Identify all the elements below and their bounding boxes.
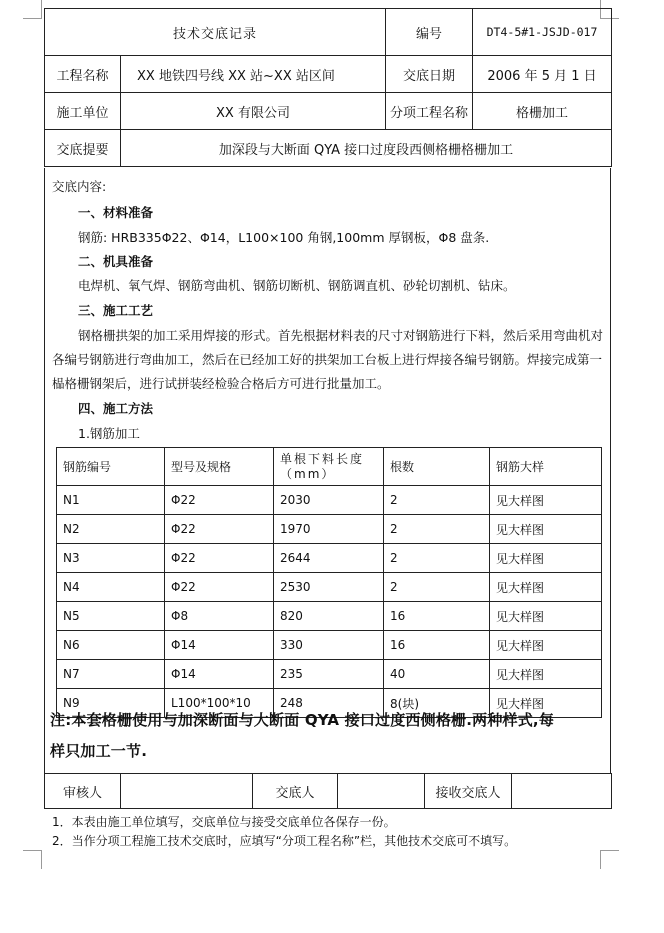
cell-spec: Φ22 [165,486,274,515]
cell-detail: 见大样图 [490,544,602,573]
cell-count: 8(块) [384,689,490,718]
col-header-count: 根数 [384,448,490,486]
cell-count: 40 [384,660,490,689]
cell-id: N5 [57,602,165,631]
rebar-table-header [57,448,602,486]
reviewer-signature[interactable] [121,774,253,809]
section-materials-text: 钢筋: HRB335Φ22、Φ14，L100×100 角钢,100mm 厚钢板，Φ8 盘条. [78,230,490,245]
footnote-2: 2．当作分项工程施工技术交底时，应填写“分项工程名称”栏，其他技术交底可不填写。 [52,834,517,848]
crop-mark-top-left [23,0,42,19]
cell-count: 2 [384,573,490,602]
date-value: 2006 年 5 月 1 日 [473,56,612,93]
cell-length: 235 [274,660,384,689]
cell-detail: 见大样图 [490,689,602,718]
cell-length: 248 [274,689,384,718]
header-table [44,8,612,167]
subproject-value: 格栅加工 [473,93,612,130]
rebar-table [56,447,602,718]
footnote-1: 1．本表由施工单位填写，交底单位与接受交底单位各保存一份。 [52,815,396,829]
discloser-label: 交底人 [253,774,338,809]
cell-count: 2 [384,515,490,544]
section-tools-text: 电焊机、氧气焊、钢筋弯曲机、钢筋切断机、钢筋调直机、砂轮切割机、钻床。 [78,278,516,293]
note-line2: 样只加工一节. [50,742,148,760]
col-header-length: 单根下料长度（mm） [274,448,384,486]
table-row [57,515,602,544]
col-header-id: 钢筋编号 [57,448,165,486]
cell-length: 1970 [274,515,384,544]
number-value: DT4-5#1-JSJD-017 [473,9,612,56]
cell-length: 2530 [274,573,384,602]
cell-spec: Φ8 [165,602,274,631]
date-label: 交底日期 [386,56,473,93]
section-materials-title: 一、材料准备 [78,205,154,220]
receiver-label: 接收交底人 [425,774,512,809]
cell-count: 16 [384,631,490,660]
section-tools-title: 二、机具准备 [78,254,154,269]
col-header-detail: 钢筋大样 [490,448,602,486]
cell-detail: 见大样图 [490,602,602,631]
cell-detail: 见大样图 [490,515,602,544]
section-process-title: 三、施工工艺 [78,303,154,318]
section-process-line3: 榀格栅钢架后，进行试拼装经检验合格后方可进行批量加工。 [52,376,390,391]
table-row [57,544,602,573]
cell-length: 2644 [274,544,384,573]
cell-detail: 见大样图 [490,631,602,660]
cell-length: 820 [274,602,384,631]
signature-table [44,773,612,809]
summary-value: 加深段与大断面 QYA 接口过度段西侧格栅格栅加工 [121,130,612,167]
table-row [57,486,602,515]
section-process-line1: 钢格栅拱架的加工采用焊接的形式。首先根据材料表的尺寸对钢筋进行下料，然后采用弯曲机对 [78,328,604,343]
number-label: 编号 [386,9,473,56]
cell-id: N6 [57,631,165,660]
cell-length: 330 [274,631,384,660]
section-process-line2: 各编号钢筋进行弯曲加工，然后在已经加工好的拱架加工台板上进行焊接各编号钢筋。焊接完成第一 [52,352,603,367]
cell-spec: Φ14 [165,631,274,660]
cell-id: N4 [57,573,165,602]
unit-value: XX 有限公司 [121,93,386,130]
cell-detail: 见大样图 [490,486,602,515]
cell-detail: 见大样图 [490,660,602,689]
unit-label: 施工单位 [45,93,121,130]
note-line1: 注:本套格栅使用与加深断面与大断面 QYA 接口过度西侧格栅.两种样式,每 [50,711,555,729]
receiver-signature[interactable] [512,774,612,809]
cell-count: 2 [384,544,490,573]
document-title: 技术交底记录 [45,9,386,56]
col-header-spec: 型号及规格 [165,448,274,486]
cell-spec: Φ14 [165,660,274,689]
cell-id: N7 [57,660,165,689]
section-method-title: 四、施工方法 [78,401,154,416]
cell-id: N9 [57,689,165,718]
table-row [57,573,602,602]
cell-length: 2030 [274,486,384,515]
table-row [57,631,602,660]
cell-count: 16 [384,602,490,631]
cell-count: 2 [384,486,490,515]
reviewer-label: 审核人 [45,774,121,809]
table-row [57,660,602,689]
crop-mark-bottom-left [23,850,42,869]
cell-id: N3 [57,544,165,573]
subproject-label: 分项工程名称 [386,93,473,130]
summary-label: 交底提要 [45,130,121,167]
content-intro: 交底内容: [52,179,107,194]
project-value: XX 地铁四号线 XX 站~XX 站区间 [121,56,386,93]
crop-mark-bottom-right [600,850,619,869]
cell-spec: Φ22 [165,544,274,573]
cell-id: N1 [57,486,165,515]
discloser-signature[interactable] [338,774,425,809]
section-method-sub: 1.钢筋加工 [78,426,140,441]
cell-spec: L100*100*10 [165,689,274,718]
cell-detail: 见大样图 [490,573,602,602]
cell-spec: Φ22 [165,573,274,602]
project-label: 工程名称 [45,56,121,93]
cell-spec: Φ22 [165,515,274,544]
cell-id: N2 [57,515,165,544]
table-row [57,602,602,631]
